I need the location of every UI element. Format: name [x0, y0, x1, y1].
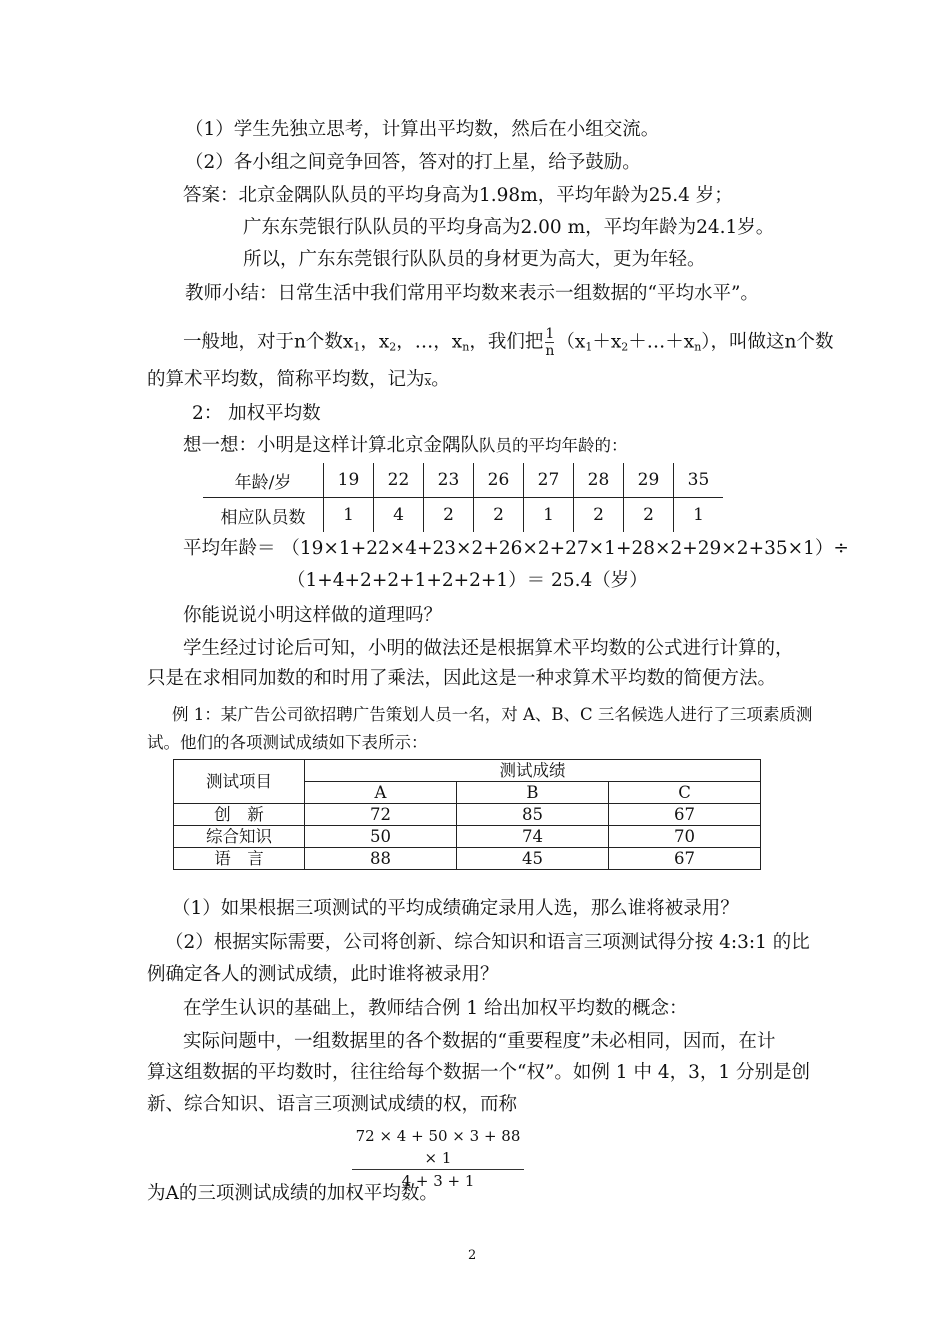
def-part: （x [556, 331, 586, 353]
def-part: ＋x [592, 331, 622, 353]
subscript: 1 [585, 340, 593, 354]
answer-line-1: 答案：北京金隅队队员的平均身高为1.98m，平均年龄为25.4 岁； [183, 185, 733, 206]
mean-definition-line-2 [147, 367, 450, 394]
def-part: ＋…＋x [628, 331, 695, 353]
fraction-one-over-n [545, 326, 554, 359]
def-part: 。 [431, 369, 450, 390]
def-part: ），叫做这n个数 [701, 331, 834, 353]
score-cell: 50 [305, 826, 457, 848]
concept-line-3: 新、综合知识、语言三项测试成绩的权，而称 [147, 1094, 518, 1115]
answer-line-2: 广东东莞银行队队员的平均身高为2.00 m，平均年龄为24.1岁。 [243, 217, 775, 238]
frac-numerator: 1 [545, 326, 555, 342]
score-table [173, 759, 761, 870]
section-heading-weighted-mean: 2： 加权平均数 [192, 403, 321, 424]
score-cell: 45 [457, 848, 609, 870]
score-cell: 72 [305, 804, 457, 826]
page-number: 2 [468, 1248, 477, 1263]
table-row [174, 760, 761, 782]
table-header-cell: 测试项目 [174, 760, 305, 804]
subscript: 2 [621, 340, 629, 354]
age-cell: 23 [424, 463, 474, 498]
x-bar-symbol: $\overline{x}$ [424, 374, 432, 388]
fraction-denominator: 4 + 3 + 1 [352, 1169, 524, 1192]
teacher-summary: 教师小结：日常生活中我们常用平均数来表示一组数据的“平均水平”。 [185, 283, 759, 304]
count-cell: 1 [524, 498, 574, 533]
age-cell: 19 [324, 463, 374, 498]
explanation-line-1: 学生经过讨论后可知，小明的做法还是根据算术平均数的公式进行计算的， [183, 638, 794, 659]
explanation-line-2: 只是在求相同加数的和时用了乘法，因此这是一种求算术平均数的简便方法。 [147, 668, 777, 689]
score-cell: 67 [609, 804, 761, 826]
table-header-cell: 年龄/岁 [203, 463, 324, 498]
example-1-line-1: 例 1：某广告公司欲招聘广告策划人员一名，对 A、B、C 三名候选人进行了三项素质测 [172, 705, 813, 724]
step-2-text: （2）各小组之间竞争回答，答对的打上星，给予鼓励。 [185, 152, 641, 173]
score-cell: 67 [609, 848, 761, 870]
think-part: 想一想：小明是这样计算北京金隅队 [183, 435, 480, 456]
test-item-cell: 语 言 [174, 848, 305, 870]
subscript: 2 [389, 340, 397, 354]
fraction-numerator: 72 × 4 + 50 × 3 + 88 × 1 [355, 1127, 521, 1167]
table-header-cell: 相应队员数 [220, 507, 306, 528]
concept-line-1: 实际问题中，一组数据里的各个数据的“重要程度”未必相同，因而，在计 [183, 1031, 776, 1052]
candidate-header: A [305, 782, 457, 804]
candidate-header: B [457, 782, 609, 804]
def-part: ，我们把 [469, 331, 544, 353]
count-cell: 2 [574, 498, 624, 533]
table-row [174, 848, 761, 870]
age-cell: 22 [374, 463, 424, 498]
count-cell: 4 [374, 498, 424, 533]
count-cell: 1 [674, 498, 724, 533]
question-2-line-1: （2）根据实际需要，公司将创新、综合知识和语言三项测试得分按 4:3:1 的比 [165, 932, 810, 953]
discussion-question: 你能说说小明这样做的道理吗？ [183, 605, 443, 626]
age-cell: 27 [524, 463, 574, 498]
age-cell: 28 [574, 463, 624, 498]
think-prompt [183, 433, 628, 459]
average-age-result: （1+4+2+2+1+2+2+1）＝ 25.4（岁） [287, 570, 648, 591]
average-age-formula: 平均年龄＝ （19×1+22×4+23×2+26×2+27×1+28×2+29×2+35×1）÷ [183, 538, 849, 559]
table-row [174, 826, 761, 848]
test-item-cell: 创 新 [174, 804, 305, 826]
concept-intro: 在学生认识的基础上，教师结合例 1 给出加权平均数的概念： [183, 998, 688, 1019]
count-cell: 1 [324, 498, 374, 533]
age-table [203, 463, 723, 532]
count-cell: 2 [474, 498, 524, 533]
test-item-cell: 综合知识 [174, 826, 305, 848]
def-part: 的算术平均数，简称平均数，记为 [147, 369, 425, 390]
age-cell: 26 [474, 463, 524, 498]
score-cell: 88 [305, 848, 457, 870]
score-cell: 70 [609, 826, 761, 848]
age-cell: 29 [624, 463, 674, 498]
mean-definition-line [183, 326, 833, 361]
answer-line-3: 所以，广东东莞银行队队员的身材更为高大，更为年轻。 [243, 249, 706, 270]
table-row [174, 804, 761, 826]
def-part: 一般地，对于n个数x [183, 331, 354, 353]
score-cell: 74 [457, 826, 609, 848]
think-part: 队员的平均年龄的： [479, 436, 628, 455]
count-cell: 2 [424, 498, 474, 533]
score-cell: 85 [457, 804, 609, 826]
question-2-line-2: 例确定各人的测试成绩，此时谁将被录用？ [147, 964, 499, 985]
count-cell: 2 [624, 498, 674, 533]
subscript: n [462, 340, 470, 354]
example-1-line-2: 试。他们的各项测试成绩如下表所示： [147, 733, 428, 752]
table-header-cell: 测试成绩 [305, 760, 761, 782]
table-row [203, 498, 723, 533]
age-cell: 35 [674, 463, 724, 498]
subscript: n [694, 340, 702, 354]
candidate-header: C [609, 782, 761, 804]
def-part: ，…，x [396, 331, 463, 353]
table-row [203, 463, 723, 498]
concept-line-2: 算这组数据的平均数时，往往给每个数据一个“权”。如例 1 中 4，3，1 分别是创 [147, 1062, 811, 1083]
def-part: ，x [360, 331, 390, 353]
frac-denominator: n [545, 343, 555, 359]
step-1-text: （1）学生先独立思考，计算出平均数，然后在小组交流。 [185, 119, 660, 140]
question-1: （1）如果根据三项测试的平均成绩确定录用人选，那么谁将被录用？ [172, 898, 739, 919]
subscript: 1 [353, 340, 361, 354]
concept-line-4: 为A的三项测试成绩的加权平均数。 [147, 1183, 438, 1204]
